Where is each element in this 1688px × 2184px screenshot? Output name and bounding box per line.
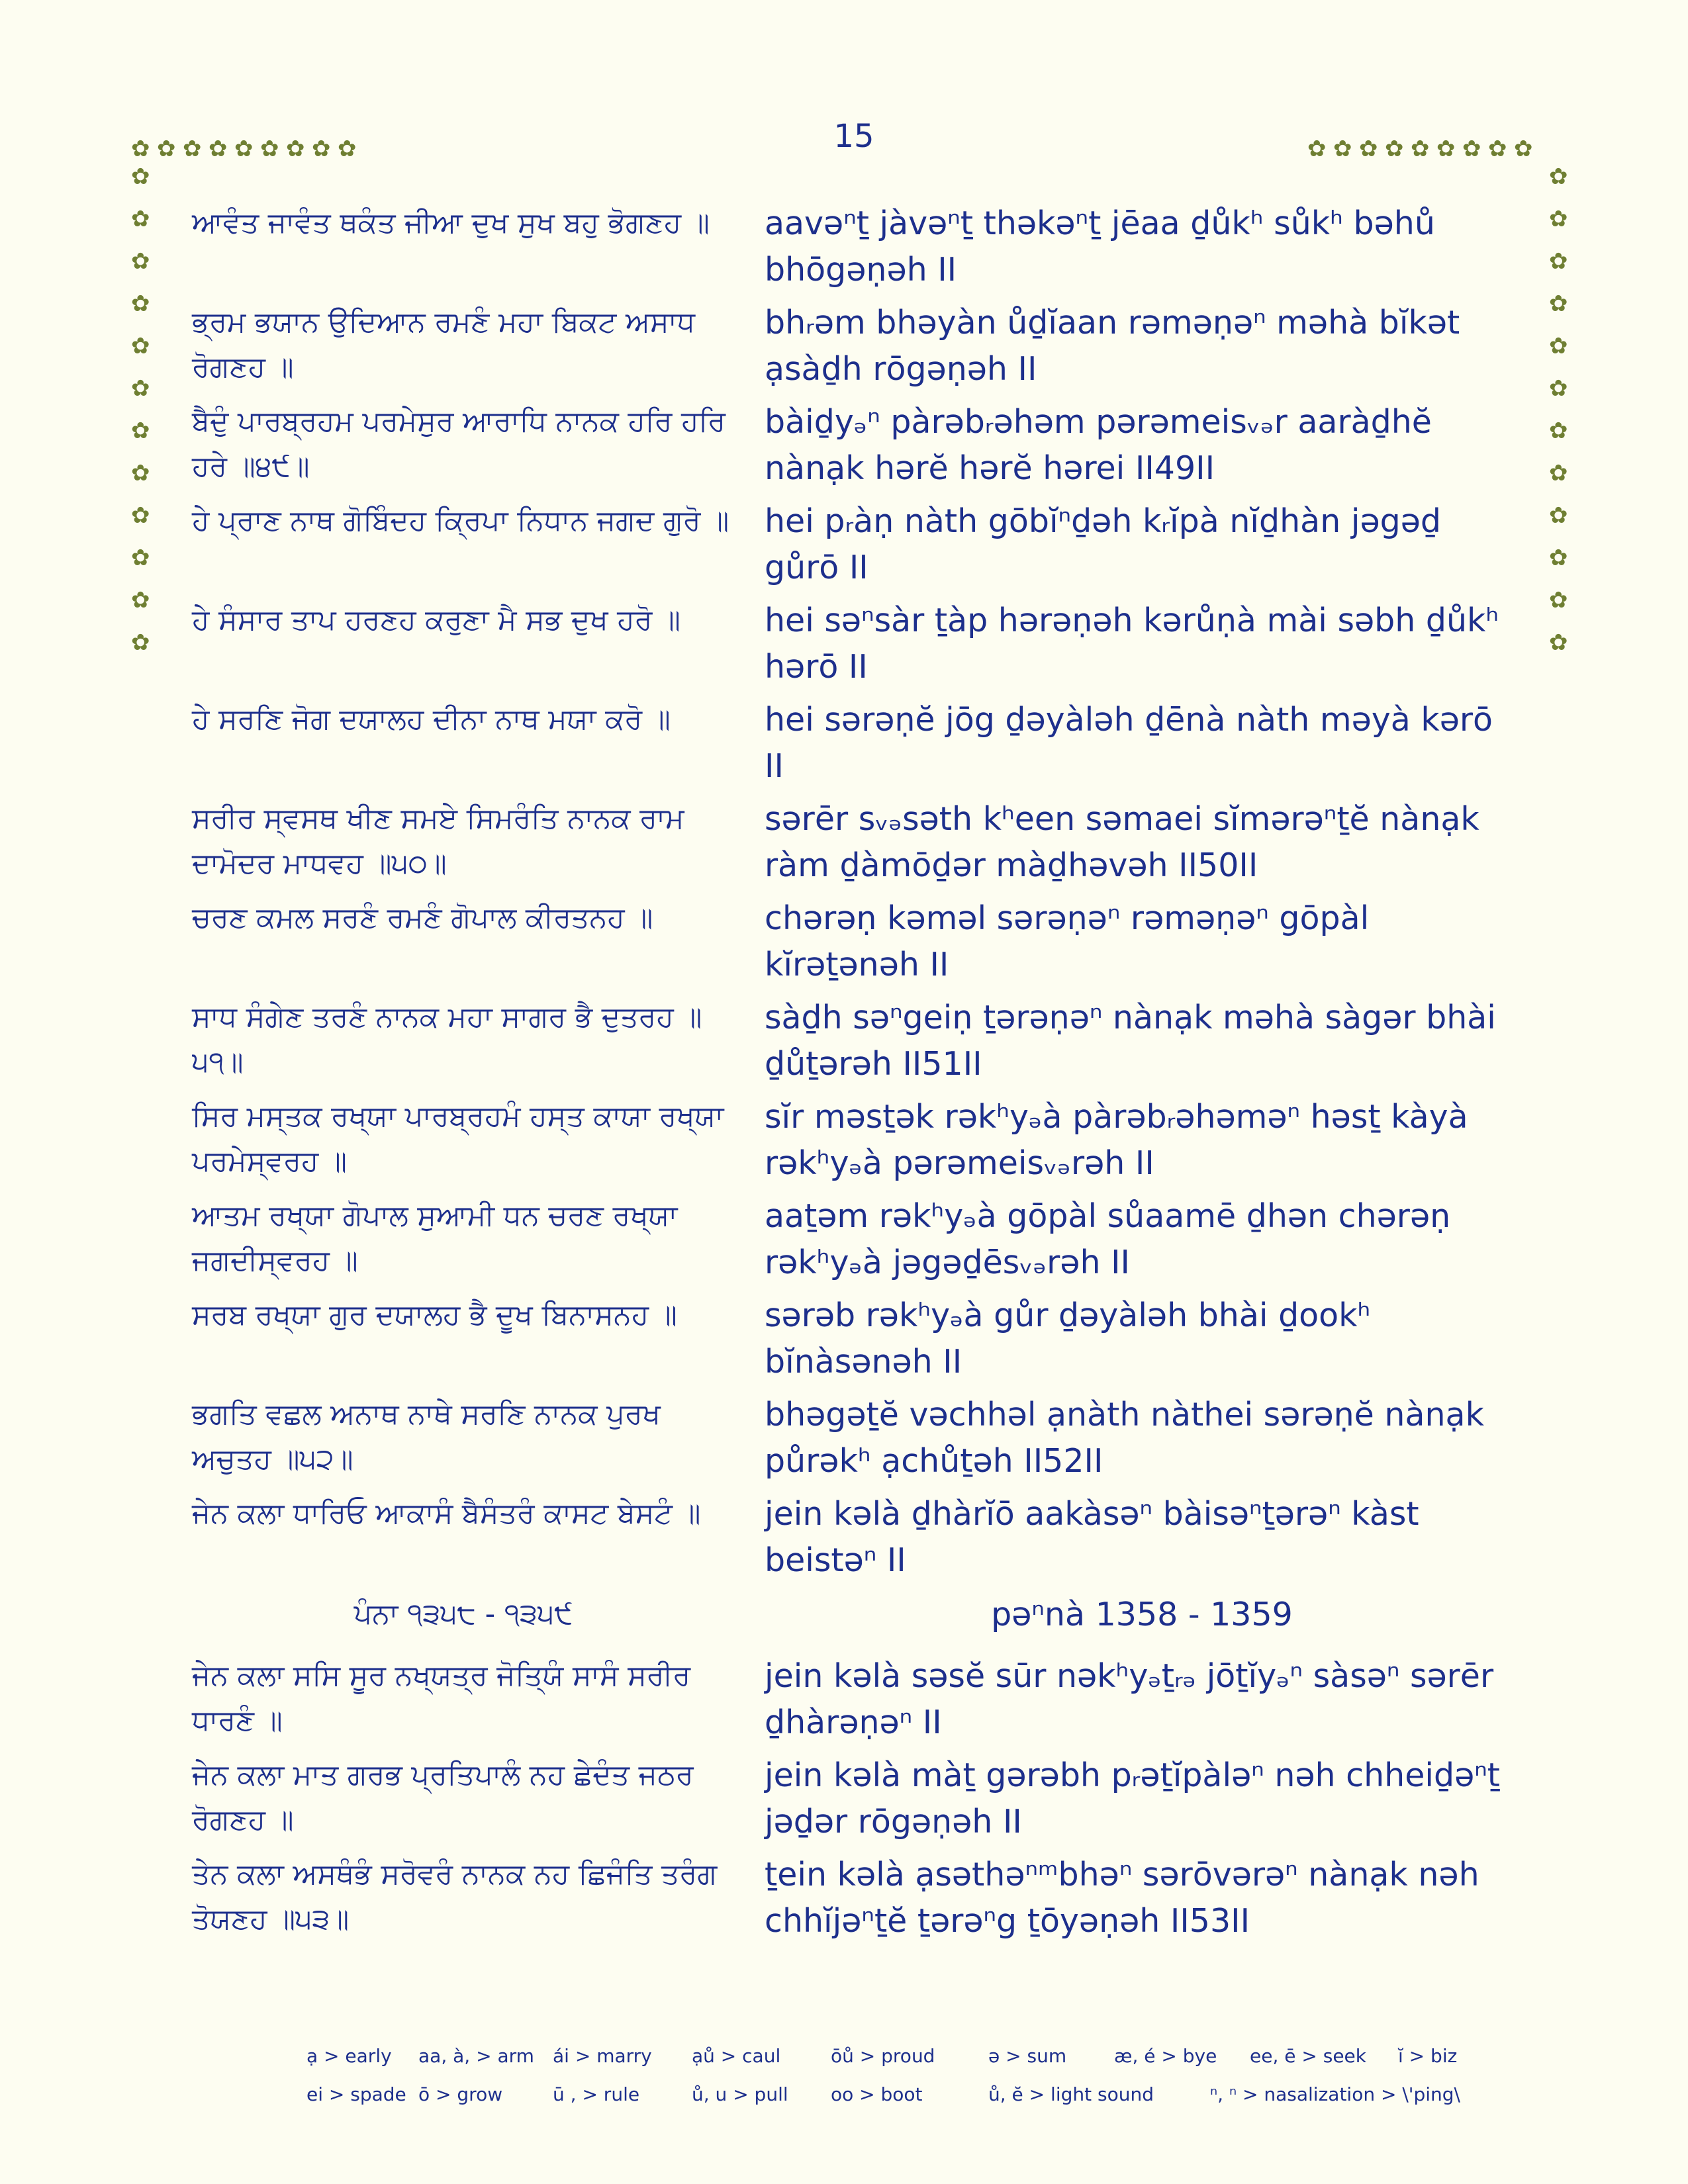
flower-ornament-icon: ✿ bbox=[1549, 248, 1568, 275]
gurmukhi-text: ਆਵੰਤ ਜਾਵੰਤ ਥਕੰਤ ਜੀਆ ਦੁਖ ਸੁਖ ਬਹੁ ਭੋਗਣਹ ॥ bbox=[192, 206, 710, 240]
legend-item: ōů > proud bbox=[831, 2045, 935, 2067]
gurmukhi-text: ਭਗਤਿ ਵਛਲ ਅਨਾਥ ਨਾਥੇ ਸਰਣਿ ਨਾਨਕ ਪੁਰਖ ਅਚੁਤਹ ॥੫੨॥ bbox=[192, 1398, 661, 1476]
flower-ornament-icon: ✿ bbox=[1514, 136, 1533, 162]
flower-ornament-icon: ✿ bbox=[260, 136, 279, 162]
transliteration-text: sĭr məsṯək rəkʰyₔà pàrəbᵣəhəməⁿ həsṯ kàyà rəkʰyₔà pərəmeisᵥₔrəh II bbox=[765, 1098, 1468, 1182]
legend-item: ⁿ, ⁿ > nasalization > \'ping\ bbox=[1210, 2083, 1460, 2105]
legend-item: ĭ > biz bbox=[1398, 2045, 1458, 2067]
flower-ornament-icon: ✿ bbox=[286, 136, 305, 162]
transliteration-text: sərēr sᵥₔsəth kʰeen səmaei sĭmərəⁿṯĕ nànạk ràm ḏàmōḏər màḏhəvəh II50II bbox=[765, 800, 1479, 884]
flower-ornament-icon: ✿ bbox=[1549, 587, 1568, 614]
transliteration-text: jein kəlà səsĕ sūr nəkʰyₔṯᵣₔ jōṯĭyₔⁿ sàsəⁿ sərēr ḏhàrəṇəⁿ II bbox=[765, 1657, 1494, 1741]
flower-ornament-icon: ✿ bbox=[131, 545, 150, 571]
legend-item: ū , > rule bbox=[553, 2083, 640, 2105]
flower-ornament-icon: ✿ bbox=[1462, 136, 1481, 162]
gurmukhi-text: ਤੇਨ ਕਲਾ ਅਸਥੰਭੰ ਸਰੋਵਰੰ ਨਾਨਕ ਨਹ ਛਿਜੰਤਿ ਤਰੰਗ ਤੋਯਣਹ ॥੫੩॥ bbox=[192, 1858, 718, 1936]
flower-ornament-icon: ✿ bbox=[131, 248, 150, 275]
transliteration-text: aaṯəm rəkʰyₔà gōpàl sůaamē ḏhən chərəṇ rəkʰyₔà jəgəḏēsᵥₔrəh II bbox=[765, 1197, 1451, 1281]
flower-ornament-icon: ✿ bbox=[1549, 206, 1568, 232]
transliteration-text: sərəb rəkʰyₔà gůr ḏəyàləh bhài ḏookʰ bĭnàsənəh II bbox=[765, 1297, 1371, 1381]
legend-item: ō > grow bbox=[418, 2083, 503, 2105]
flower-ornament-icon: ✿ bbox=[1436, 136, 1456, 162]
flower-ornament-icon: ✿ bbox=[209, 136, 228, 162]
flower-ornament-icon: ✿ bbox=[1549, 333, 1568, 359]
flower-ornament-icon: ✿ bbox=[131, 136, 150, 162]
flower-ornament-icon: ✿ bbox=[131, 375, 150, 402]
flower-ornament-icon: ✿ bbox=[131, 206, 150, 232]
transliteration-text: bàiḏyₔⁿ pàrəbᵣəhəm pərəmeisᵥₔr aaràḏhĕ nànạk hərĕ hərĕ hərei II49II bbox=[765, 403, 1432, 487]
flower-ornament-icon: ✿ bbox=[131, 333, 150, 359]
transliteration-text: aavəⁿṯ jàvəⁿṯ thəkəⁿṯ jēaa ḏůkʰ sůkʰ bəhů bhōgəṇəh II bbox=[765, 205, 1435, 289]
flower-ornament-icon: ✿ bbox=[131, 587, 150, 614]
gurmukhi-text: ਸਰਬ ਰਖ੍ਯਾ ਗੁਰ ਦਯਾਲਹ ਭੈ ਦੂਖ ਬਿਨਾਸਨਹ ॥ bbox=[192, 1298, 677, 1332]
transliteration-text: ṯein kəlà ạsəthəⁿᵐbhəⁿ sərōvərəⁿ nànạk nəh chhĭjəⁿṯĕ ṯərəⁿg ṯōyəṇəh II53II bbox=[765, 1856, 1479, 1940]
gurmukhi-text: ਭ੍ਰਮ ਭਯਾਨ ਉਦਿਆਨ ਰਮਣੰ ਮਹਾ ਬਿਕਟ ਅਸਾਧ ਰੋਗਣਹ ॥ bbox=[192, 306, 695, 384]
gurmukhi-text: ਜੇਨ ਕਲਾ ਧਾਰਿਓ ਆਕਾਸੰ ਬੈਸੰਤਰੰ ਕਾਸਟ ਬੇਸਟੰ ॥ bbox=[192, 1497, 701, 1530]
flower-ornament-icon: ✿ bbox=[131, 502, 150, 529]
gurmukhi-text: ਹੇ ਪ੍ਰਾਣ ਨਾਥ ਗੋਬਿੰਦਹ ਕ੍ਰਿਪਾ ਨਿਧਾਨ ਜਗਦ ਗੁਰੋ ॥ bbox=[192, 504, 729, 537]
flower-ornament-icon: ✿ bbox=[1549, 163, 1568, 190]
transliteration-text: jein kəlà ḏhàrĭō aakàsəⁿ bàisəⁿṯərəⁿ kàst beistəⁿ II bbox=[765, 1495, 1419, 1579]
flower-ornament-icon: ✿ bbox=[1549, 502, 1568, 529]
legend-item: ạů > caul bbox=[692, 2045, 781, 2067]
transliteration-text: hei pᵣàṇ nàth gōbĭⁿḏəh kᵣĭpà nĭḏhàn jəgəḏ gůrō II bbox=[765, 502, 1441, 586]
transliteration-text: bhᵣəm bhəyàn ůḏĭaan rəməṇəⁿ məhà bĭkət ạsàḏh rōgəṇəh II bbox=[765, 304, 1460, 388]
transliteration-text: jein kəlà màṯ gərəbh pᵣəṯĭpàləⁿ nəh chheiḏəⁿṯ jəḏər rōgəṇəh II bbox=[765, 1756, 1500, 1841]
flower-ornament-icon: ✿ bbox=[131, 418, 150, 444]
flower-ornament-icon: ✿ bbox=[1549, 375, 1568, 402]
gurmukhi-text: ਸਰੀਰ ਸ੍ਵਸਥ ਖੀਣ ਸਮਏ ਸਿਮਰੰਤਿ ਨਾਨਕ ਰਾਮ ਦਾਮੋਦਰ ਮਾਧਵਹ ॥੫੦॥ bbox=[192, 802, 684, 880]
legend-item: oo > boot bbox=[831, 2083, 923, 2105]
gurmukhi-text: ਹੇ ਸੰਸਾਰ ਤਾਪ ਹਰਣਹ ਕਰੁਣਾ ਮੈ ਸਭ ਦੁਖ ਹਰੋ ॥ bbox=[192, 604, 681, 637]
flower-ornament-icon: ✿ bbox=[131, 629, 150, 656]
transliteration-text: chərəṇ kəməl sərəṇəⁿ rəməṇəⁿ gōpàl kĭrəṯənəh II bbox=[765, 899, 1370, 983]
flower-ornament-icon: ✿ bbox=[1307, 136, 1327, 162]
transliteration-text: sàḏh səⁿgeiṇ ṯərəṇəⁿ nànạk məhà sàgər bhài ḏůṯərəh II51II bbox=[765, 999, 1496, 1083]
flower-ornament-icon: ✿ bbox=[234, 136, 254, 162]
flower-ornament-icon: ✿ bbox=[1549, 291, 1568, 317]
flower-ornament-icon: ✿ bbox=[1333, 136, 1352, 162]
legend-item: ee, ē > seek bbox=[1250, 2045, 1366, 2067]
transliteration-text: hei sərəṇĕ jōg ḏəyàləh ḏēnà nàth məyà kərō II bbox=[765, 701, 1493, 785]
transliteration-text: hei səⁿsàr ṯàp hərəṇəh kərůṇà mài səbh ḏůkʰ hərō II bbox=[765, 602, 1499, 686]
flower-ornament-icon: ✿ bbox=[183, 136, 202, 162]
legend-item: ə > sum bbox=[988, 2045, 1067, 2067]
flower-ornament-icon: ✿ bbox=[1549, 545, 1568, 571]
gurmukhi-text: ਬੈਦੁੰ ਪਾਰਬ੍ਰਹਮ ਪਰਮੇਸੁਰ ਆਰਾਧਿ ਨਾਨਕ ਹਰਿ ਹਰਿ ਹਰੇ ॥੪੯॥ bbox=[192, 405, 726, 483]
flower-ornament-icon: ✿ bbox=[1549, 418, 1568, 444]
flower-ornament-icon: ✿ bbox=[131, 460, 150, 486]
transliteration-text: bhəgəṯĕ vəchhəl ạnàth nàthei sərəṇĕ nànạk půrəkʰ ạchůṯəh II52II bbox=[765, 1396, 1484, 1480]
legend-item: æ, é > bye bbox=[1114, 2045, 1217, 2067]
legend-item: ei > spade bbox=[306, 2083, 406, 2105]
legend-item: ạ > early bbox=[306, 2045, 392, 2067]
transliterated-page-range: pəⁿnà 1358 - 1359 bbox=[991, 1596, 1293, 1633]
gurmukhi-text: ਹੇ ਸਰਣਿ ਜੋਗ ਦਯਾਲਹ ਦੀਨਾ ਨਾਥ ਮਯਾ ਕਰੋ ॥ bbox=[192, 703, 671, 736]
gurmukhi-text: ਜੇਨ ਕਲਾ ਸਸਿ ਸੂਰ ਨਖ੍ਯਤ੍ਰ ਜੋਤ੍ਯਿੰ ਸਾਸੰ ਸਰੀਰ ਧਾਰਣੰ ॥ bbox=[192, 1659, 691, 1737]
gurmukhi-text: ਚਰਣ ਕਮਲ ਸਰਣੰ ਰਮਣੰ ਗੋਪਾਲ ਕੀਰਤਨਹ ॥ bbox=[192, 901, 653, 934]
flower-ornament-icon: ✿ bbox=[1488, 136, 1507, 162]
flower-ornament-icon: ✿ bbox=[131, 291, 150, 317]
legend-item: ů, ĕ > light sound bbox=[988, 2083, 1154, 2105]
flower-ornament-icon: ✿ bbox=[157, 136, 176, 162]
flower-ornament-icon: ✿ bbox=[338, 136, 357, 162]
gurmukhi-text: ਸਿਰ ਮਸ੍ਤਕ ਰਖ੍ਯਾ ਪਾਰਬ੍ਰਹਮੰ ਹਸ੍ਤ ਕਾਯਾ ਰਖ੍ਯਾ ਪਰਮੇਸ੍ਵਰਹ ॥ bbox=[192, 1100, 724, 1178]
flower-ornament-icon: ✿ bbox=[1385, 136, 1404, 162]
gurmukhi-page-range: ਪੰਨਾ ੧੩੫੮ - ੧੩੫੯ bbox=[353, 1598, 573, 1631]
gurmukhi-text: ਆਤਮ ਰਖ੍ਯਾ ਗੋਪਾਲ ਸੁਆਮੀ ਧਨ ਚਰਣ ਰਖ੍ਯਾ ਜਗਦੀਸ੍ਵਰਹ ॥ bbox=[192, 1199, 678, 1277]
gurmukhi-text: ਜੇਨ ਕਲਾ ਮਾਤ ਗਰਭ ਪ੍ਰਤਿਪਾਲੰ ਨਹ ਛੇਦੰਤ ਜਠਰ ਰੋਗਣਹ ॥ bbox=[192, 1758, 694, 1837]
flower-ornament-icon: ✿ bbox=[312, 136, 331, 162]
flower-ornament-icon: ✿ bbox=[1411, 136, 1430, 162]
flower-ornament-icon: ✿ bbox=[131, 163, 150, 190]
legend-item: aa, à, > arm bbox=[418, 2045, 534, 2067]
gurmukhi-text: ਸਾਧ ਸੰਗੇਣ ਤਰਣੰ ਨਾਨਕ ਮਹਾ ਸਾਗਰ ਭੈ ਦੁਤਰਹ ॥੫੧॥ bbox=[192, 1001, 702, 1079]
page-number: 15 bbox=[833, 118, 874, 155]
legend-item: ů, u > pull bbox=[692, 2083, 788, 2105]
flower-ornament-icon: ✿ bbox=[1549, 460, 1568, 486]
flower-ornament-icon: ✿ bbox=[1549, 629, 1568, 656]
flower-ornament-icon: ✿ bbox=[1359, 136, 1378, 162]
legend-item: ái > marry bbox=[553, 2045, 652, 2067]
